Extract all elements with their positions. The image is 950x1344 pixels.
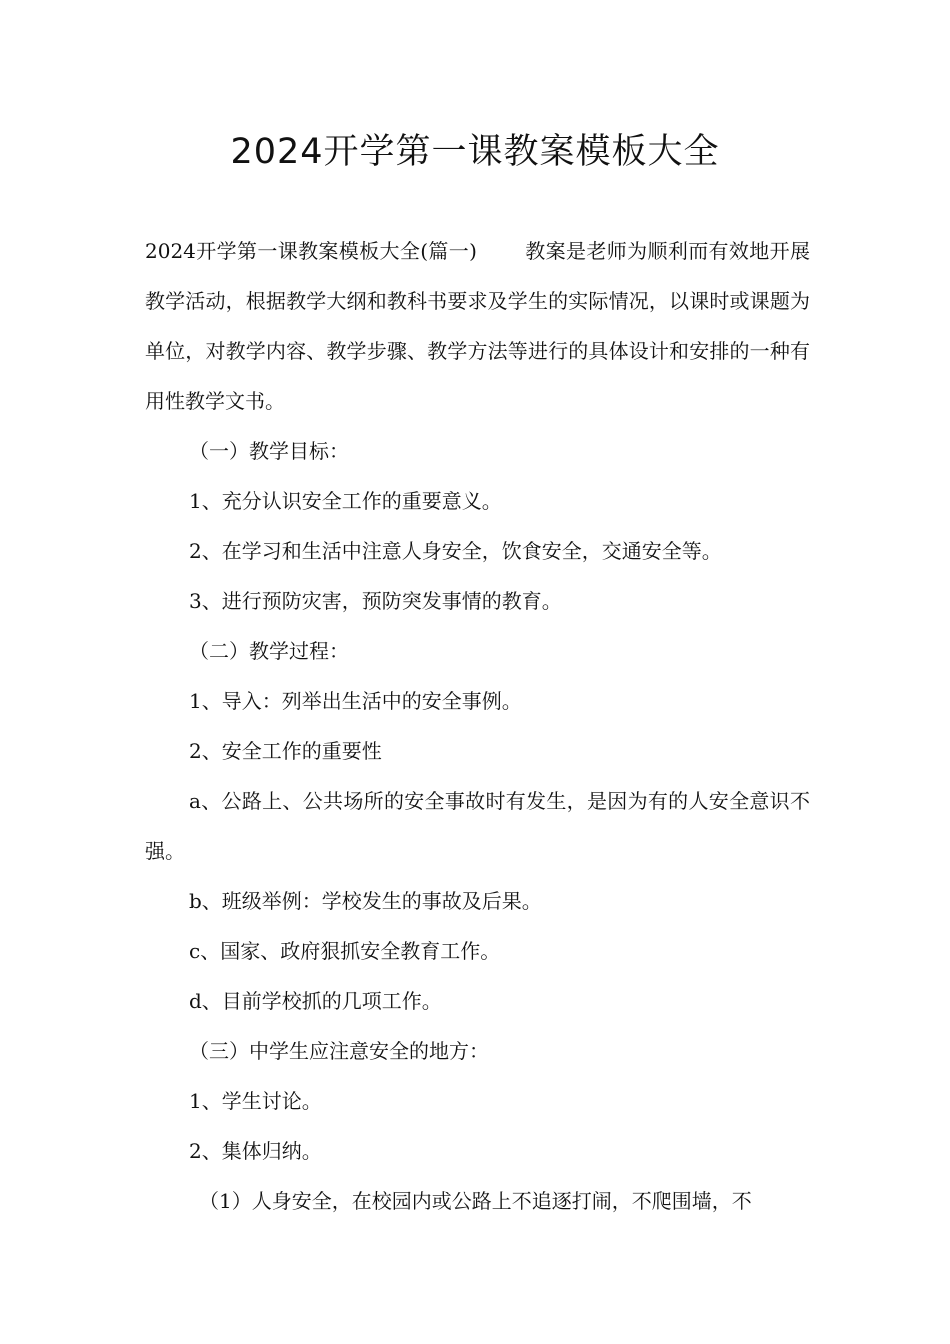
list-item: d、目前学校抓的几项工作。 (189, 989, 442, 1013)
intro-heading: 2024开学第一课教案模板大全(篇一) (145, 239, 477, 263)
section-heading-safety-places: （三）中学生应注意安全的地方： (189, 1039, 489, 1063)
list-item: 1、导入：列举出生活中的安全事例。 (189, 689, 522, 713)
section-heading-process: （二）教学过程： (189, 639, 349, 663)
document-body (145, 226, 810, 1226)
document-title: 2024开学第一课教案模板大全 (230, 132, 720, 172)
list-item: 2、集体归纳。 (189, 1139, 322, 1163)
list-item: 1、充分认识安全工作的重要意义。 (189, 489, 502, 513)
list-item: b、班级举例：学校发生的事故及后果。 (189, 889, 542, 913)
list-item: c、国家、政府狠抓安全教育工作。 (189, 939, 501, 963)
section-heading-objectives: （一）教学目标： (189, 439, 349, 463)
intro-paragraph (145, 226, 810, 426)
list-item: a、公路上、公共场所的安全事故时有发生，是因为有的人安全意识不强。 (145, 789, 810, 863)
list-item: 1、学生讨论。 (189, 1089, 322, 1113)
list-item: 2、在学习和生活中注意人身安全，饮食安全，交通安全等。 (189, 539, 722, 563)
intro-text: 教案是老师为顺利而有效地开展教学活动，根据教学大纲和教科书要求及学生的实际情况，以课时或课题为单位，对教学内容、教学步骤、教学方法等进行的具体设计和安排的一种有用性教学文书。 (145, 239, 810, 413)
list-item: 2、安全工作的重要性 (189, 739, 382, 763)
list-item: 3、进行预防灾害，预防突发事情的教育。 (189, 589, 562, 613)
list-item: （1）人身安全，在校园内或公路上不追逐打闹，不爬围墙，不 (199, 1189, 752, 1213)
